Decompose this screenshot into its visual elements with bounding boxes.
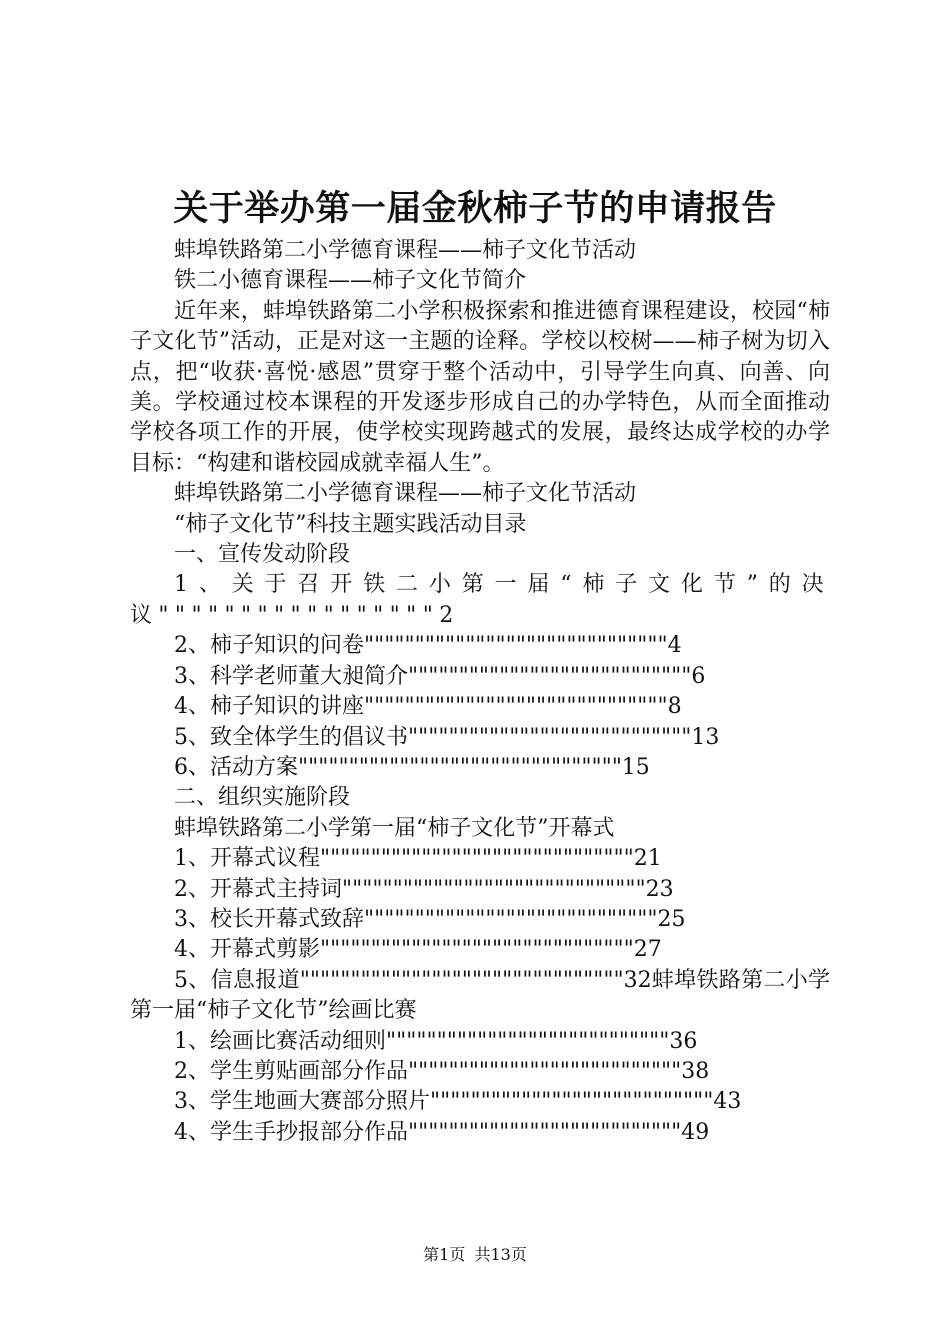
document-body: [130, 236, 830, 1148]
toc-entry: 2、开幕式主持词""""""""""""""""""""""""""""""23: [174, 876, 674, 902]
toc-entry: 3、科学老师董大昶简介""""""""""""""""""""""""""""6: [174, 663, 706, 689]
toc-entry: 4、学生手抄报部分作品"""""""""""""""""""""""""""49: [174, 1119, 710, 1145]
document-title: 关于举办第一届金秋柿子节的申请报告: [173, 189, 777, 229]
toc-entry: 2、学生剪贴画部分作品"""""""""""""""""""""""""""38: [174, 1058, 710, 1084]
section-heading-2: 二、组织实施阶段: [174, 785, 351, 811]
paragraph-intro-heading: 铁二小德育课程——柿子文化节简介: [174, 268, 527, 294]
subsection-heading-opening: 蚌埠铁路第二小学第一届“柿子文化节”开幕式: [174, 815, 615, 841]
toc-entry: 5、致全体学生的倡议书""""""""""""""""""""""""""""13: [174, 724, 720, 750]
page-footer: [0, 1244, 950, 1266]
toc-entry: 3、校长开幕式致辞"""""""""""""""""""""""""""""25: [174, 906, 686, 932]
toc-entry: 1、开幕式议程"""""""""""""""""""""""""""""""21: [174, 846, 662, 872]
section-heading-1: 一、宣传发动阶段: [174, 542, 351, 568]
toc-entry: 4、柿子知识的讲座""""""""""""""""""""""""""""""8: [174, 694, 682, 720]
toc-entry: 1、绘画比赛活动细则""""""""""""""""""""""""""""36: [174, 1028, 698, 1054]
toc-entry: 1、关于召开铁二小第一届“柿子文化节”的决议"""""""""""""""""2: [130, 572, 830, 628]
toc-entry: 6、活动方案""""""""""""""""""""""""""""""""15: [174, 754, 650, 780]
toc-entry: 3、学生地画大赛部分照片""""""""""""""""""""""""""""43: [174, 1089, 742, 1115]
paragraph-subtitle: 蚌埠铁路第二小学德育课程——柿子文化节活动: [174, 238, 637, 263]
paragraph-subtitle-repeat: 蚌埠铁路第二小学德育课程——柿子文化节活动: [174, 481, 637, 507]
page-total: 共13页: [474, 1245, 527, 1264]
paragraph-toc-heading: “柿子文化节”科技主题实践活动目录: [174, 511, 527, 537]
toc-entry: 2、柿子知识的问卷""""""""""""""""""""""""""""""4: [174, 633, 682, 659]
paragraph-intro-text: 近年来，蚌埠铁路第二小学积极探索和推进德育课程建设，校园“柿子文化节”活动，正是对这一主题的诠释。学校以校树——柿子树为切入点，把“收获·喜悦·感恩”贯穿于整个活动中，引导学生向真、向善、向美。学校通过校本课程的开发逐步形成自己的办学特色，从而全面推动学校各项工作的开展，使学校实现跨越式的发展，最终达成学校的办学目标：“构建和谐校园成就幸福人生”。: [130, 298, 830, 476]
toc-entry: 5、信息报道""""""""""""""""""""""""""""""""32蚌埠铁路第二小学第一届“柿子文化节”绘画比赛: [130, 967, 830, 1024]
toc-entry: 4、开幕式剪影"""""""""""""""""""""""""""""""27: [174, 937, 662, 963]
page-number: 第1页: [423, 1245, 466, 1264]
